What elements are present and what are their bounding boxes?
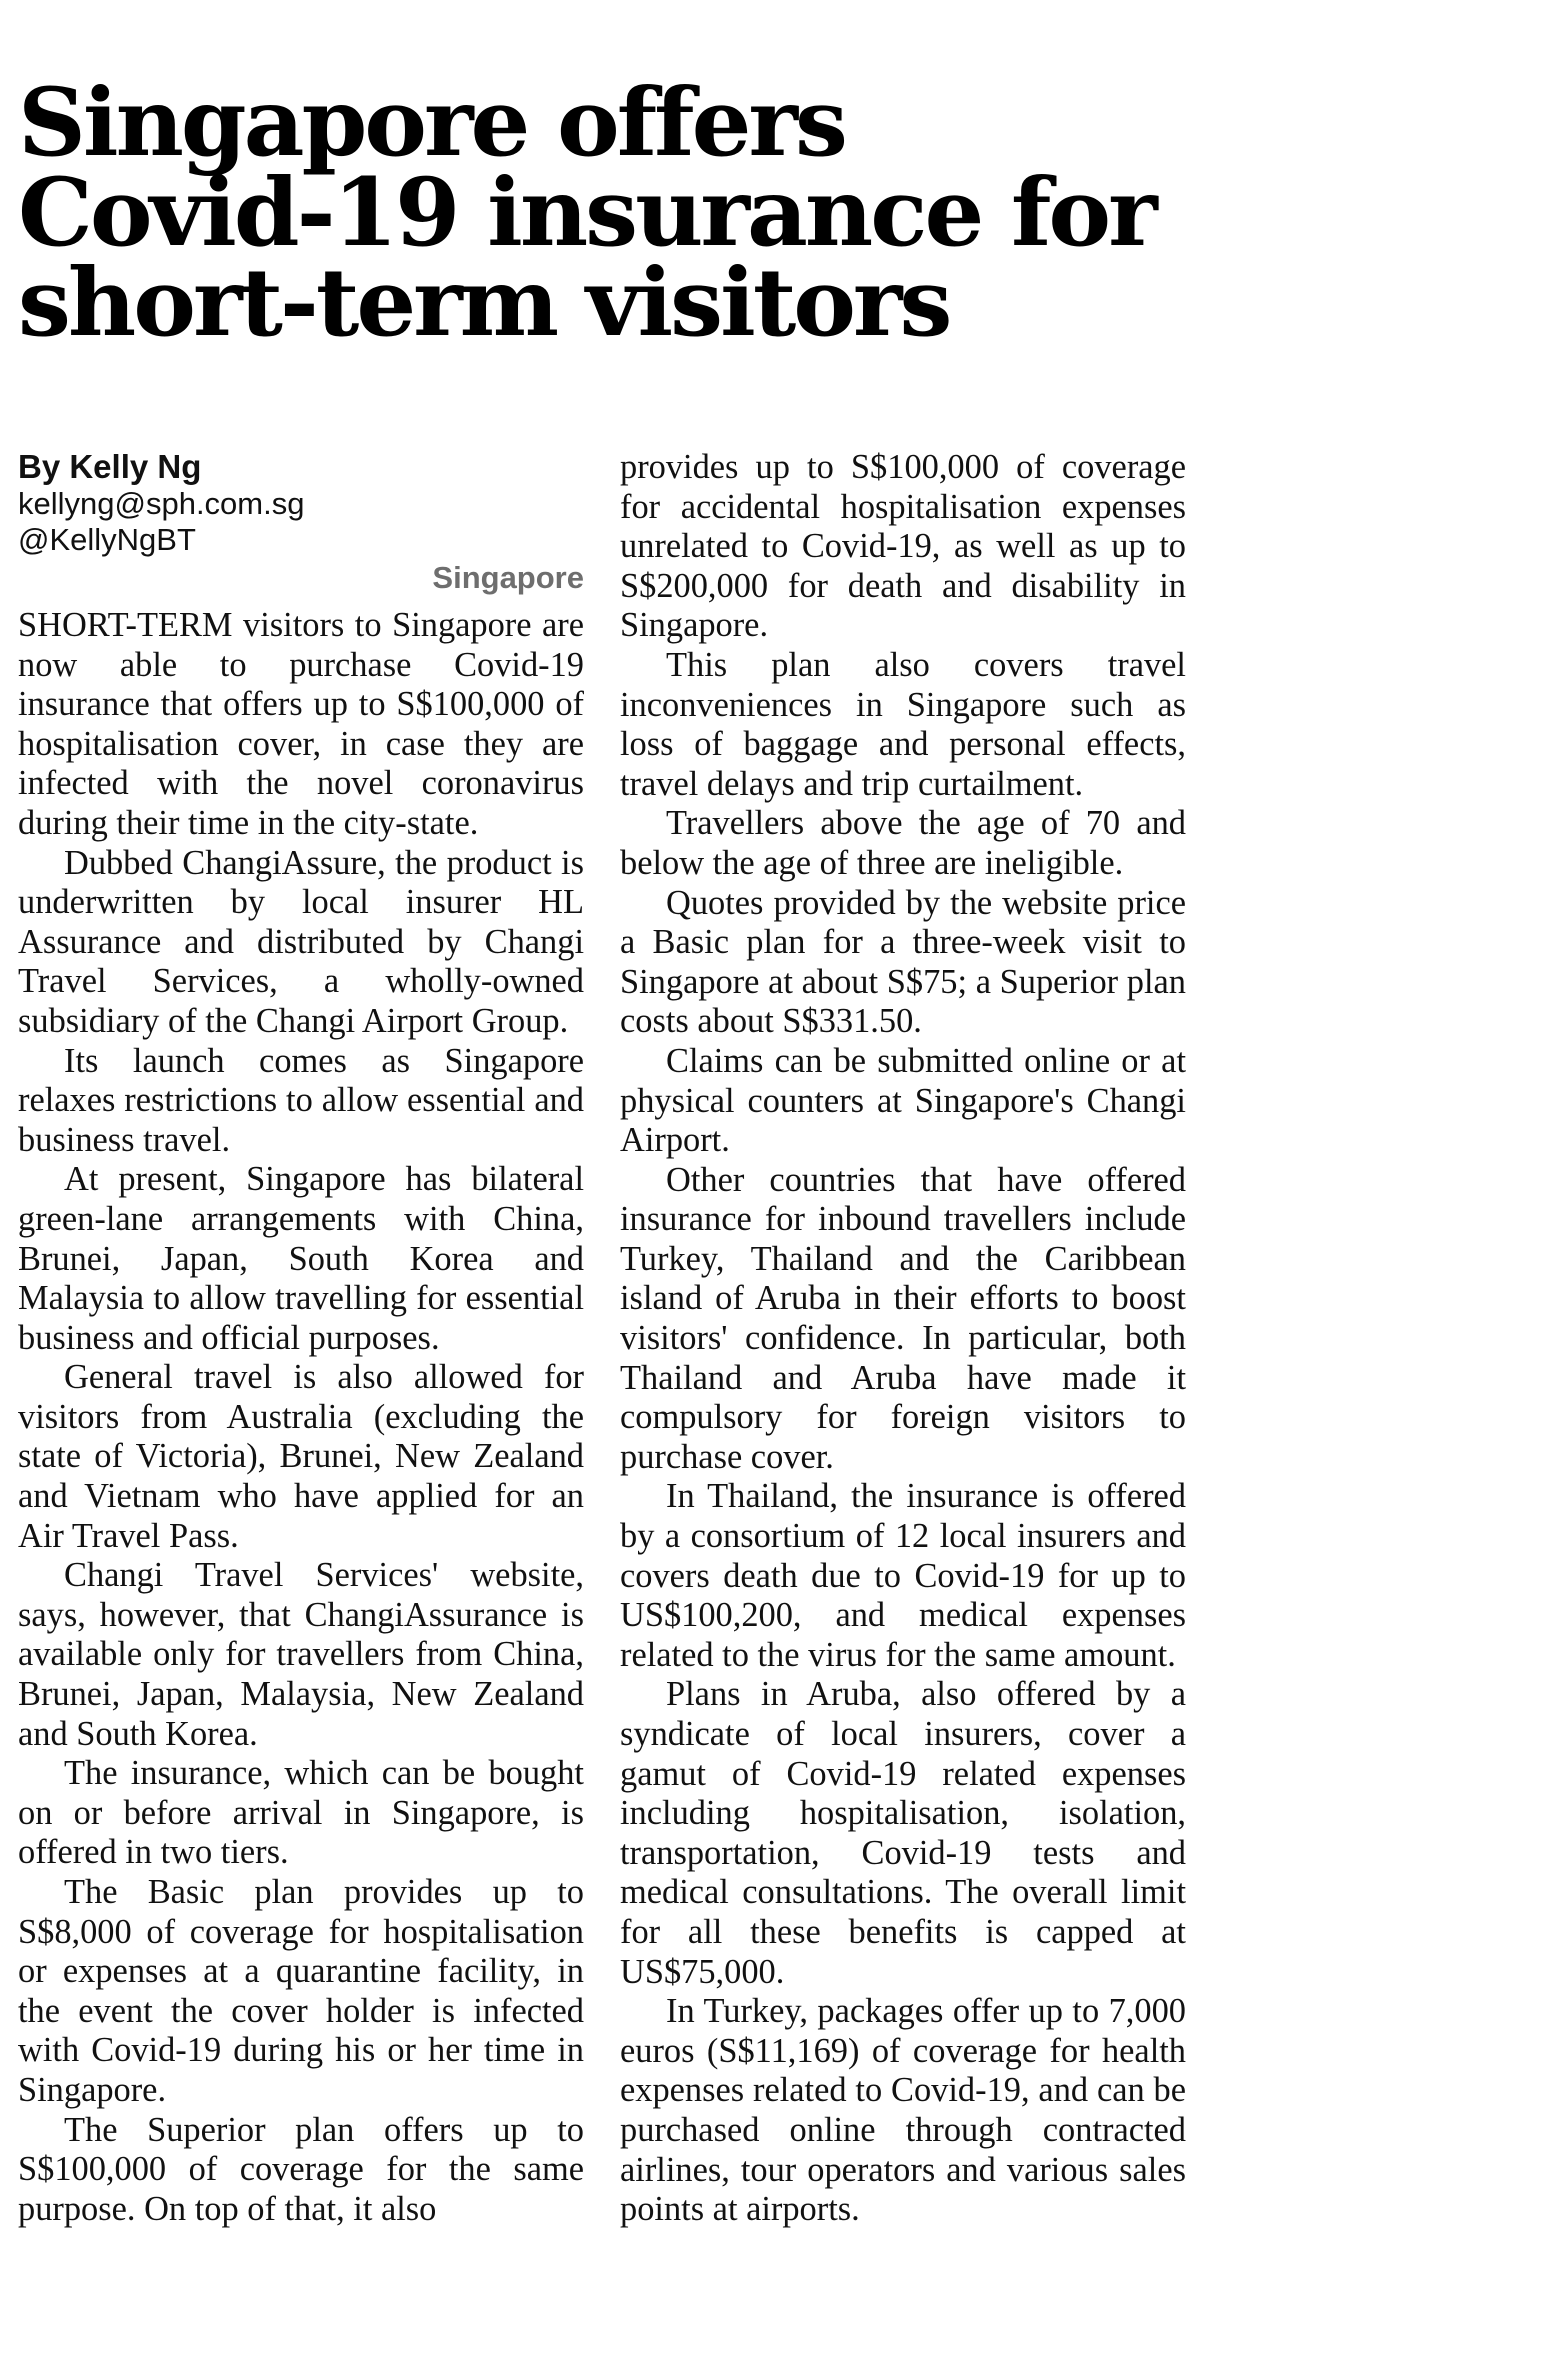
paragraph: At present, Singapore has bilateral green-lane arrangements with China, Brunei, Japan, South Korea and Malaysia to allow travelling for essential business and official purposes.: [18, 1160, 584, 1357]
paragraph: Its launch comes as Singapore relaxes restrictions to allow essential and business travel.: [18, 1041, 584, 1159]
headline: [18, 68, 1518, 358]
headline-line-2: Covid-19 insurance for: [18, 158, 1155, 268]
paragraph: provides up to S$100,000 of coverage for accidental hospitalisation expenses unrelated to Covid-19, as well as up to S$200,000 for death and disability in Singapore.: [620, 448, 1186, 645]
paragraph: Claims can be submitted online or at physical counters at Singapore's Changi Airport.: [620, 1041, 1186, 1160]
paragraph: The Superior plan offers up to S$100,000 of coverage for the same purpose. On top of that, it also: [18, 2110, 584, 2228]
paragraph: Plans in Aruba, also offered by a syndicate of local insurers, cover a gamut of Covid-19 related expenses including hospitalisation, isolation, transportation, Covid-19 tests and medical consultations. The overall limit for all these benefits is capped at US$75,000.: [620, 1675, 1186, 1991]
byline-email: kellyng@sph.com.sg: [18, 486, 305, 521]
article-column-right: [620, 448, 1186, 2230]
paragraph: In Thailand, the insurance is offered by a consortium of 12 local insurers and covers death due to Covid-19 for up to US$100,200, and medical expenses related to the virus for the same amount.: [620, 1477, 1186, 1674]
byline-author: By Kelly Ng: [18, 448, 202, 485]
paragraph: The insurance, which can be bought on or before arrival in Singapore, is offered in two tiers.: [18, 1754, 584, 1872]
paragraph: In Turkey, packages offer up to 7,000 euros (S$11,169) of coverage for health expenses related to Covid-19, and can be purchased online through contracted airlines, tour operators and various sales points at airports.: [620, 1992, 1186, 2229]
headline-line-1: Singapore offers: [18, 68, 845, 178]
paragraph: Changi Travel Services' website, says, however, that ChangiAssurance is available only for travellers from China, Brunei, Japan, Malaysia, New Zealand and South Korea.: [18, 1556, 584, 1753]
paragraph: General travel is also allowed for visitors from Australia (excluding the state of Victoria), Brunei, New Zealand and Vietnam who have applied for an Air Travel Pass.: [18, 1358, 584, 1555]
paragraph: The Basic plan provides up to S$8,000 of coverage for hospitalisation or expenses at a quarantine facility, in the event the cover holder is infected with Covid-19 during his or her time in Singapore.: [18, 1873, 584, 2109]
paragraph: Travellers above the age of 70 and below the age of three are ineligible.: [620, 804, 1186, 882]
paragraph: Quotes provided by the website price a Basic plan for a three-week visit to Singapore at about S$75; a Superior plan costs about S$331.50.: [620, 883, 1186, 1041]
dateline: Singapore: [432, 560, 584, 595]
byline-handle: @KellyNgBT: [18, 522, 196, 557]
paragraph: Other countries that have offered insurance for inbound travellers include Turkey, Thailand and the Caribbean island of Aruba in their efforts to boost visitors' confidence. In particular, both Thailand and Aruba have made it compulsory for foreign visitors to purchase cover.: [620, 1160, 1186, 1476]
headline-line-3: short-term visitors: [18, 248, 950, 358]
paragraph: This plan also covers travel inconveniences in Singapore such as loss of baggage and personal effects, travel delays and trip curtailment.: [620, 645, 1186, 803]
article-column-left: [18, 448, 584, 2229]
paragraph: SHORT-TERM visitors to Singapore are now able to purchase Covid-19 insurance that offers up to S$100,000 of hospitalisation cover, in case they are infected with the novel coronavirus during their time in the city-state.: [18, 606, 584, 842]
paragraph: Dubbed ChangiAssure, the product is underwritten by local insurer HL Assurance and distributed by Changi Travel Services, a wholly-owned subsidiary of the Changi Airport Group.: [18, 843, 584, 1040]
